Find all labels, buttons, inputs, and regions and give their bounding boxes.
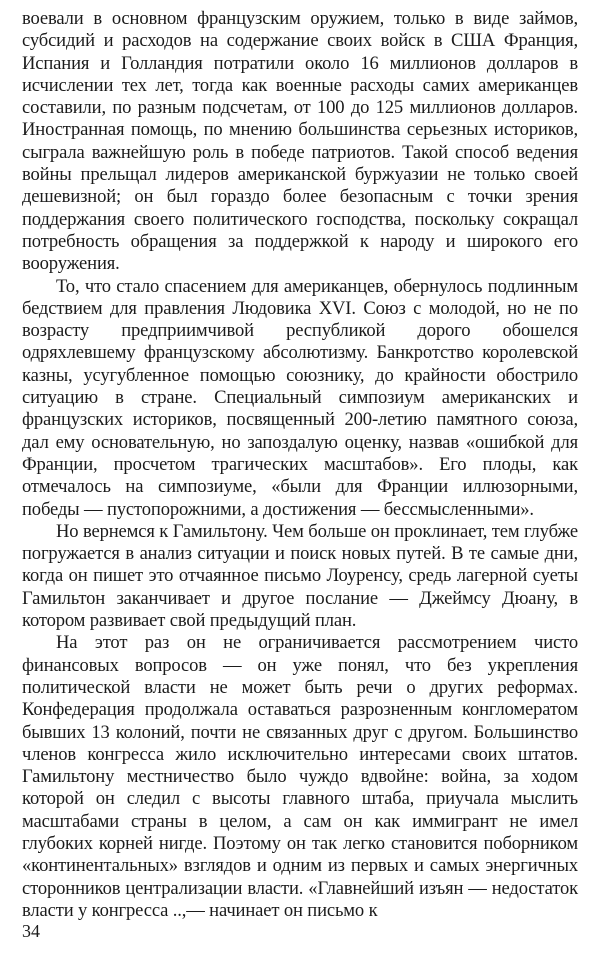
book-page-text [22,8,578,921]
page-number: 34 [22,921,40,941]
paragraph-confederation: На этот раз он не ограничивается рассмотрением чисто финансовых вопросов — он уже понял, что без укрепления политической власти не может быть речи о других реформах. Конфедерация продолжала оставаться разрозненным конгломератом бывших 13 колоний, почти не связанных друг с другом. Большинство членов конгресса жило исключительно интересами своих штатов. Гамильтону местничество было чуждо вдвойне: война, за ходом которой он следил с высоты главного штаба, приучала мыслить масштабами страны в целом, а сам он как иммигрант не имел глубоких корней нигде. Поэтому он так легко становится поборником «континентальных» взглядов и одним из первых и самых энергичных сторонников централизации власти. «Главнейший изъян — недостаток власти у конгресса ..,— начинает он письмо к [22,632,578,921]
paragraph-foreign-aid: воевали в основном французским оружием, только в виде займов, субсидий и расходов на содержание своих войск в США Франция, Испания и Голландия потратили около 16 миллионов долларов в исчислении тех лет, тогда как военные расходы самих американцев составили, по разным подсчетам, от 100 до 125 миллионов долларов. Иностранная помощь, по мнению большинства серьезных историков, сыграла важнейшую роль в победе патриотов. Такой способ ведения войны прельщал лидеров американской буржуазии не только своей дешевизной; он был гораздо более безопасным с точки зрения поддержания своего политического господства, поскольку сокращал потребность обращения за поддержкой к народу и широкого его вооружения. [22,8,578,275]
paragraph-hamilton-letters: Но вернемся к Гамильтону. Чем больше он проклинает, тем глубже погружается в анализ ситуации и поиск новых путей. В те самые дни, когда он пишет это отчаянное письмо Лоуренсу, средь лагерной суеты Гамильтон заканчивает и другое послание — Джеймсу Дюану, в котором развивает свой предыдущий план. [22,520,578,632]
paragraph-louis-xvi: То, что стало спасением для американцев, обернулось подлинным бедствием для правления Людовика XVI. Союз с молодой, но не по возрасту предприимчивой республикой дорого обошелся одряхлевшему французскому абсолютизму. Банкротство королевской казны, усугубленное помощью союзнику, до крайности обострило ситуацию в стране. Специальный симпозиум американских и французских историков, посвященный 200-летию памятного союза, дал ему основательную, но запоздалую оценку, назвав «ошибкой для Франции, просчетом трагических масштабов». Его плоды, как отмечалось на симпозиуме, «были для Франции иллюзорными, победы — пустопорожними, а достижения — бессмысленными». [22,275,578,520]
